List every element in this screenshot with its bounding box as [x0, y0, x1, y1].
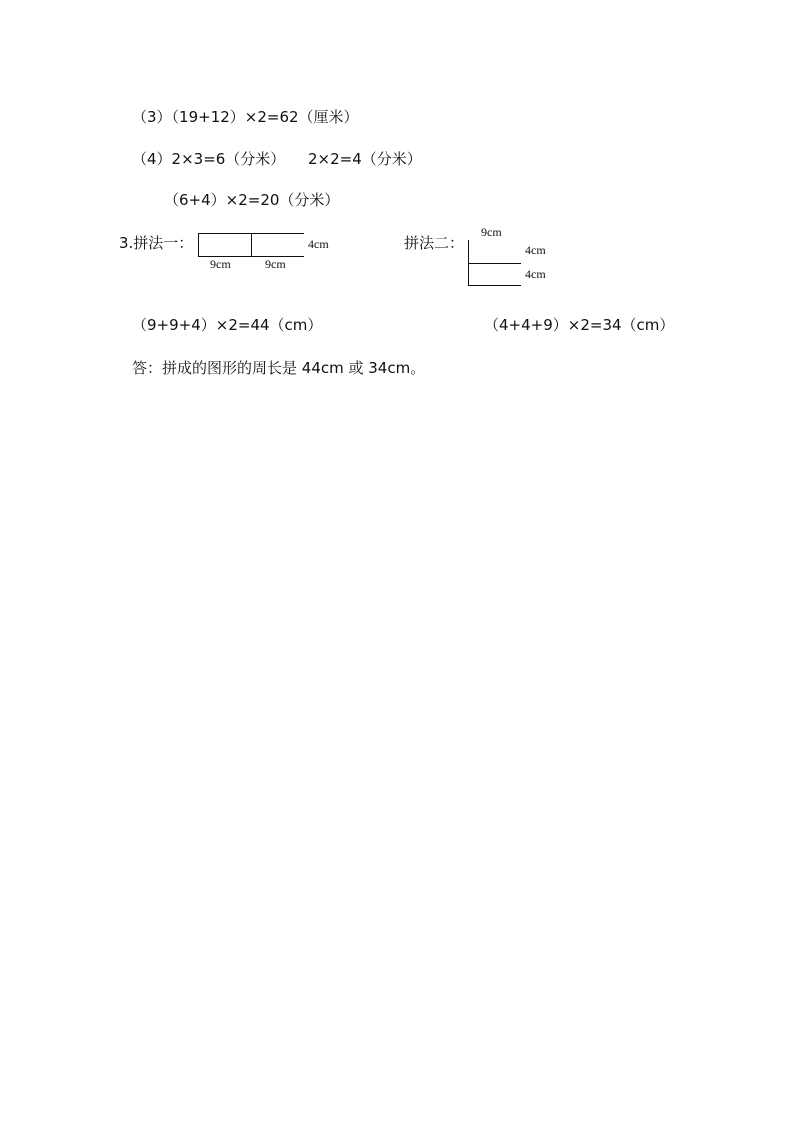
figure-2-upper-right-label: 4cm	[525, 243, 546, 257]
figure-2-lower-right-label: 4cm	[525, 267, 546, 281]
formula-2-line: （4+4+9）×2=34（cm）	[484, 316, 675, 334]
figure-1-diagram	[198, 233, 304, 257]
formula-1-line: （9+9+4）×2=44（cm）	[132, 316, 323, 334]
item-4b-line: 2×2=4（分米）	[308, 150, 422, 168]
figure-1-bottom-right-label: 9cm	[265, 257, 286, 271]
answer-line: 答：拼成的图形的周长是 44cm 或 34cm。	[132, 359, 426, 377]
item-4a-line: （4）2×3=6（分米）	[132, 150, 286, 168]
figure-1-side-label: 4cm	[308, 237, 329, 251]
method-1-label: 3.拼法一：	[119, 234, 194, 252]
item-4c-line: （6+4）×2=20（分米）	[164, 191, 340, 209]
figure-1-bottom-left-label: 9cm	[210, 257, 231, 271]
figure-2-diagram	[468, 240, 521, 286]
figure-2-top-label: 9cm	[481, 225, 502, 239]
item-3-line: （3）（19+12）×2=62（厘米）	[132, 108, 359, 126]
method-2-label: 拼法二：	[404, 234, 465, 252]
